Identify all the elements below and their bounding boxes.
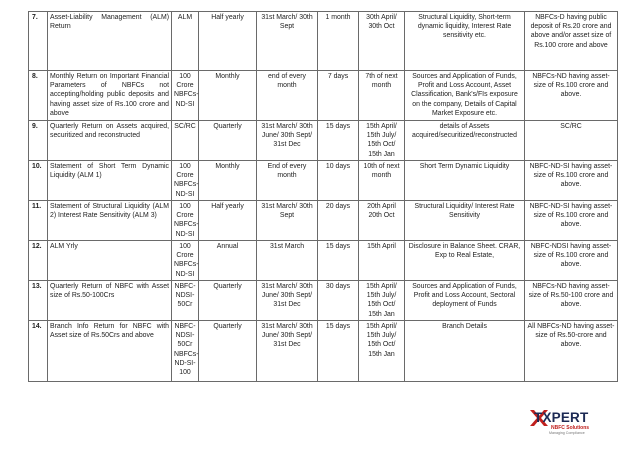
frequency: Quarterly <box>199 281 257 321</box>
frequency: Half yearly <box>199 201 257 241</box>
table-row <box>29 71 618 121</box>
row-number: 7. <box>29 12 48 71</box>
table-row <box>29 281 618 321</box>
reference-date: 31st March/ 30th Sept <box>257 12 318 71</box>
reference-date: 31st March <box>257 241 318 281</box>
return-code: 100 Crore NBFCs-ND-SI <box>172 201 199 241</box>
applicability: SC/RC <box>525 121 618 161</box>
period: 15 days <box>318 241 359 281</box>
period: 10 days <box>318 161 359 201</box>
period: 1 month <box>318 12 359 71</box>
due-date: 15th April/ 15th July/ 15th Oct/ 15th Jan <box>359 281 405 321</box>
return-code: 100 Crore NBFCs-ND-SI <box>172 71 199 121</box>
applicability: NBFCs-D having public deposit of Rs.20 crore and above and/or asset size of Rs.100 crore and above <box>525 12 618 71</box>
return-code: SC/RC <box>172 121 199 161</box>
return-title: Statement of Short Term Dynamic Liquidity (ALM 1) <box>48 161 172 201</box>
return-title: Statement of Structural Liquidity (ALM 2) Interest Rate Sensitivity (ALM 3) <box>48 201 172 241</box>
logo-wordmark: TXPERT <box>534 410 589 425</box>
reference-date: End of every month <box>257 161 318 201</box>
applicability: All NBFCs-ND having asset-size of Rs.50-crore and above. <box>525 321 618 382</box>
frequency: Half yearly <box>199 12 257 71</box>
applicability: NBFC-ND-SI having asset-size of Rs.100 crore and above. <box>525 201 618 241</box>
applicability: NBFC-ND-SI having asset-size of Rs.100 crore and above. <box>525 161 618 201</box>
period: 20 days <box>318 201 359 241</box>
frequency: Monthly <box>199 71 257 121</box>
table-row <box>29 121 618 161</box>
content: Structural Liquidity/ Interest Rate Sensitivity <box>405 201 525 241</box>
period: 30 days <box>318 281 359 321</box>
due-date: 15th April/ 15th July/ 15th Oct/ 15th Jan <box>359 321 405 382</box>
table-row <box>29 321 618 382</box>
applicability: NBFCs-ND having asset-size of Rs.50-100 crore and above. <box>525 281 618 321</box>
due-date: 7th of next month <box>359 71 405 121</box>
content: Sources and Application of Funds, Profit and Loss Account, Sectoral deployment of Funds <box>405 281 525 321</box>
row-number: 10. <box>29 161 48 201</box>
reference-date: 31st March/ 30th June/ 30th Sept/ 31st Dec <box>257 281 318 321</box>
reference-date: 31st March/ 30th Sept <box>257 201 318 241</box>
content: Disclosure in Balance Sheet. CRAR, Exp to Real Estate, <box>405 241 525 281</box>
due-date: 15th April/ 15th July/ 15th Oct/ 15th Jan <box>359 121 405 161</box>
return-code: 100 Crore NBFCs-ND-SI <box>172 161 199 201</box>
reference-date: end of every month <box>257 71 318 121</box>
row-number: 9. <box>29 121 48 161</box>
row-number: 11. <box>29 201 48 241</box>
period: 15 days <box>318 321 359 382</box>
frequency: Quarterly <box>199 321 257 382</box>
content: Structural Liquidity, Short-term dynamic liquidity, Interest Rate sensitivity etc. <box>405 12 525 71</box>
due-date: 15th April <box>359 241 405 281</box>
return-title: Quarterly Return on Assets acquired, securitized and reconstructed <box>48 121 172 161</box>
content: Branch Details <box>405 321 525 382</box>
frequency: Annual <box>199 241 257 281</box>
reference-date: 31st March/ 30th June/ 30th Sept/ 31st Dec <box>257 321 318 382</box>
logo-tagline: Managing Compliance <box>549 431 585 435</box>
row-number: 8. <box>29 71 48 121</box>
content: details of Assets acquired/securitized/reconstructed <box>405 121 525 161</box>
table-row <box>29 241 618 281</box>
return-title: Asset-Liability Management (ALM) Return <box>48 12 172 71</box>
reference-date: 31st March/ 30th June/ 30th Sept/ 31st Dec <box>257 121 318 161</box>
txpert-logo <box>528 410 608 444</box>
return-code: ALM <box>172 12 199 71</box>
return-code: NBFC-NDSI-50Cr NBFCs-ND-SI-100 <box>172 321 199 382</box>
return-title: Branch Info Return for NBFC with Asset size of Rs.50Crs and above <box>48 321 172 382</box>
return-code: NBFC-NDSI-50Cr <box>172 281 199 321</box>
table-row <box>29 161 618 201</box>
content: Sources and Application of Funds, Profit and Loss Account, Asset Classification, Bank's/FIs exposure on the company, Details of Capital Market Exposure etc. <box>405 71 525 121</box>
content: Short Term Dynamic Liquidity <box>405 161 525 201</box>
frequency: Quarterly <box>199 121 257 161</box>
row-number: 14. <box>29 321 48 382</box>
applicability: NBFC-NDSI having asset-size of Rs.100 crore and above. <box>525 241 618 281</box>
return-code: 100 Crore NBFCs-ND-SI <box>172 241 199 281</box>
return-title: ALM Yrly <box>48 241 172 281</box>
row-number: 12. <box>29 241 48 281</box>
period: 15 days <box>318 121 359 161</box>
return-title: Monthly Return on Important Financial Parameters of NBFCs not accepting/holding public deposits and having asset size of Rs.100 crore and above <box>48 71 172 121</box>
due-date: 10th of next month <box>359 161 405 201</box>
applicability: NBFCs-ND having asset-size of Rs.100 crore and above. <box>525 71 618 121</box>
return-title: Quarterly Return of NBFC with Asset size of Rs.50-100Crs <box>48 281 172 321</box>
due-date: 30th April/ 30th Oct <box>359 12 405 71</box>
period: 7 days <box>318 71 359 121</box>
row-number: 13. <box>29 281 48 321</box>
table-row <box>29 12 618 71</box>
logo-subtitle: NBFC Solutions <box>551 425 590 431</box>
due-date: 20th April 20th Oct <box>359 201 405 241</box>
table-row <box>29 201 618 241</box>
frequency: Monthly <box>199 161 257 201</box>
returns-table <box>28 11 618 382</box>
